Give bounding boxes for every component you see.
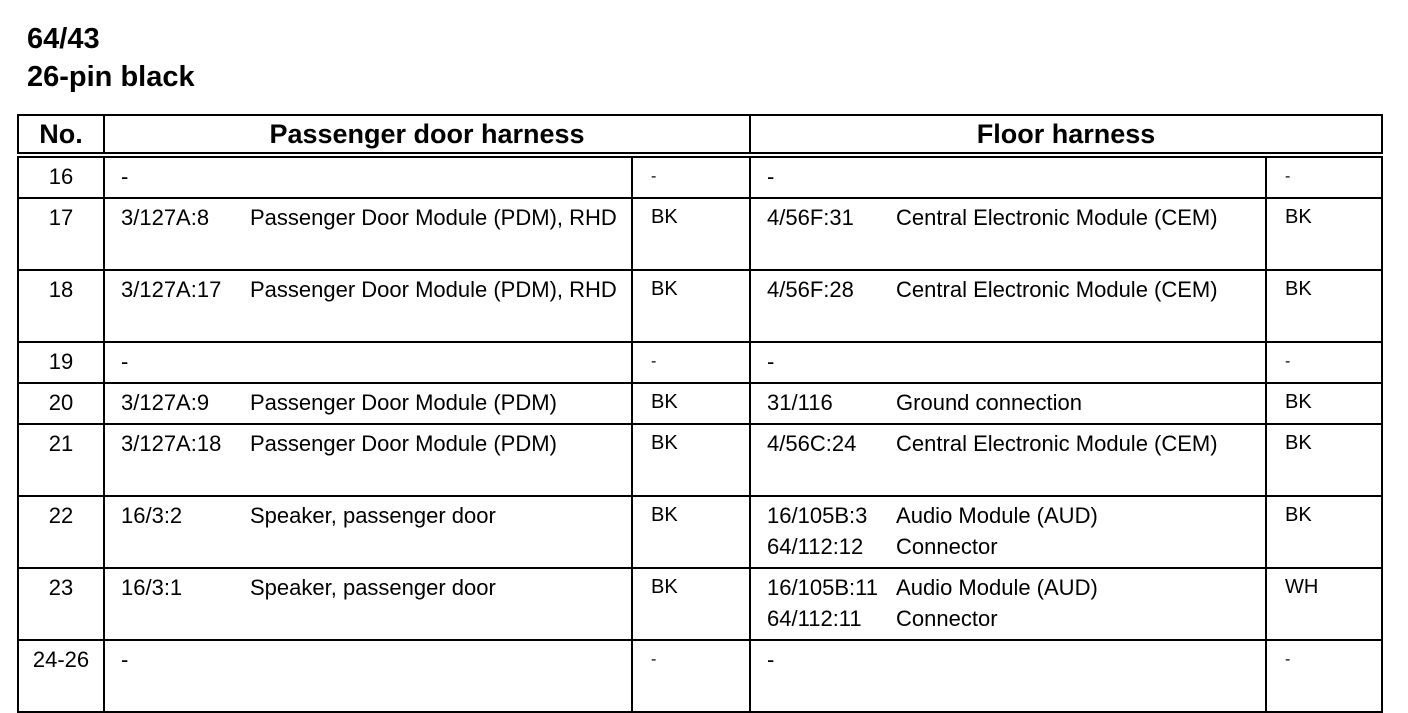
floor-component-text: Central Electronic Module (CEM): [896, 431, 1218, 456]
floor-wire-color: [1266, 155, 1382, 198]
table-row: [18, 342, 1382, 383]
passenger-component-text: Passenger Door Module (PDM): [250, 390, 557, 415]
floor-wire-color: [1266, 424, 1382, 496]
floor-component-text: Ground connection: [896, 390, 1082, 415]
floor-component: [892, 496, 1266, 568]
floor-wire-color: [1266, 383, 1382, 424]
pin-number: [18, 383, 104, 424]
floor-wire-color-text: -: [1285, 353, 1291, 370]
floor-wire-color-text: BK: [1285, 391, 1312, 413]
pin-number-text: 16: [48, 164, 74, 189]
passenger-terminal-text: 3/127A:8: [121, 205, 210, 230]
floor-component-text: Connector: [896, 534, 998, 559]
floor-wire-color-text: BK: [1285, 504, 1312, 526]
passenger-terminal: [104, 155, 246, 198]
floor-wire-color: [1266, 568, 1382, 640]
passenger-terminal: [104, 424, 246, 496]
passenger-component: [246, 342, 632, 383]
floor-component: [892, 342, 1266, 383]
pin-number: [18, 342, 104, 383]
table-header-row: [18, 115, 1382, 155]
floor-terminal-text: -: [767, 164, 775, 189]
floor-wire-color-text: -: [1285, 651, 1291, 668]
floor-terminal-text: 64/112:11: [767, 606, 862, 631]
passenger-wire-color: [632, 383, 750, 424]
pin-number: [18, 198, 104, 270]
floor-wire-color-text: BK: [1285, 206, 1312, 228]
floor-wire-color: [1266, 270, 1382, 342]
pin-number: [18, 155, 104, 198]
column-header-no: No.: [18, 115, 104, 155]
pin-number-text: 24-26: [32, 647, 90, 672]
floor-wire-color-text: WH: [1285, 576, 1319, 598]
passenger-wire-color-text: BK: [651, 432, 678, 454]
passenger-wire-color: [632, 640, 750, 712]
pin-number-text: 19: [48, 349, 74, 374]
floor-component: [892, 155, 1266, 198]
connector-title: [27, 20, 195, 96]
table-row: [18, 640, 1382, 712]
pin-number-text: 18: [48, 277, 74, 302]
passenger-component: [246, 198, 632, 270]
table-row: [18, 496, 1382, 568]
floor-terminal-text: 31/116: [767, 390, 833, 415]
floor-terminal: [750, 198, 892, 270]
passenger-component: [246, 383, 632, 424]
table-row: [18, 383, 1382, 424]
floor-component-text: Central Electronic Module (CEM): [896, 277, 1218, 302]
floor-terminal-text: 16/105B:3: [767, 503, 868, 528]
floor-component-text: Connector: [896, 606, 998, 631]
passenger-terminal: [104, 568, 246, 640]
passenger-terminal-text: -: [121, 349, 129, 374]
pin-number: [18, 568, 104, 640]
floor-wire-color-text: BK: [1285, 278, 1312, 300]
floor-terminal-text: 4/56F:28: [767, 277, 854, 302]
floor-terminal-text: 4/56F:31: [767, 205, 854, 230]
passenger-component: [246, 155, 632, 198]
passenger-terminal: [104, 383, 246, 424]
passenger-wire-color: [632, 424, 750, 496]
floor-terminal-text: -: [767, 647, 775, 672]
pin-number-text: 22: [48, 503, 74, 528]
passenger-terminal: [104, 640, 246, 712]
passenger-wire-color: [632, 568, 750, 640]
passenger-component: [246, 496, 632, 568]
pin-number-text: 17: [48, 205, 74, 230]
passenger-wire-color: [632, 496, 750, 568]
floor-wire-color-text: -: [1285, 168, 1291, 185]
passenger-component: [246, 640, 632, 712]
floor-wire-color: [1266, 198, 1382, 270]
passenger-terminal-text: 3/127A:18: [121, 431, 222, 456]
pin-number: [18, 496, 104, 568]
passenger-terminal-text: 3/127A:9: [121, 390, 210, 415]
passenger-terminal-text: 16/3:2: [121, 503, 183, 528]
floor-wire-color: [1266, 342, 1382, 383]
passenger-terminal: [104, 270, 246, 342]
table-row: [18, 568, 1382, 640]
floor-component: [892, 198, 1266, 270]
floor-wire-color-text: BK: [1285, 432, 1312, 454]
table-row: [18, 424, 1382, 496]
floor-component: [892, 640, 1266, 712]
floor-terminal: [750, 640, 892, 712]
passenger-component-text: Speaker, passenger door: [250, 503, 496, 528]
passenger-terminal-text: -: [121, 647, 129, 672]
floor-terminal: [750, 155, 892, 198]
connector-number: 64/43: [27, 23, 100, 55]
pin-number-text: 21: [48, 431, 74, 456]
floor-component: [892, 424, 1266, 496]
passenger-wire-color-text: BK: [651, 391, 678, 413]
passenger-wire-color: [632, 198, 750, 270]
floor-terminal: [750, 383, 892, 424]
passenger-wire-color-text: -: [651, 651, 657, 668]
floor-component: [892, 270, 1266, 342]
floor-terminal-text: 16/105B:11: [767, 575, 878, 600]
passenger-terminal-text: -: [121, 164, 129, 189]
floor-component: [892, 383, 1266, 424]
passenger-component: [246, 270, 632, 342]
passenger-terminal: [104, 342, 246, 383]
floor-wire-color: [1266, 496, 1382, 568]
column-header-passenger-harness: Passenger door harness: [104, 115, 750, 155]
passenger-component: [246, 424, 632, 496]
floor-component: [892, 568, 1266, 640]
pin-number: [18, 424, 104, 496]
table-row: [18, 155, 1382, 198]
passenger-wire-color-text: -: [651, 168, 657, 185]
passenger-wire-color: [632, 270, 750, 342]
table-row: [18, 198, 1382, 270]
passenger-terminal: [104, 198, 246, 270]
passenger-terminal-text: 16/3:1: [121, 575, 183, 600]
connector-description: 26-pin black: [27, 61, 195, 93]
pin-table: [17, 114, 1383, 713]
passenger-component-text: Passenger Door Module (PDM), RHD: [250, 277, 617, 302]
floor-terminal-text: 64/112:12: [767, 534, 864, 559]
floor-terminal: [750, 496, 892, 568]
floor-terminal-text: 4/56C:24: [767, 431, 857, 456]
floor-terminal: [750, 342, 892, 383]
passenger-wire-color: [632, 155, 750, 198]
floor-terminal: [750, 424, 892, 496]
floor-terminal-text: -: [767, 349, 775, 374]
pin-number-text: 23: [48, 575, 74, 600]
passenger-wire-color-text: BK: [651, 504, 678, 526]
floor-component-text: Central Electronic Module (CEM): [896, 205, 1218, 230]
column-header-floor-harness: Floor harness: [750, 115, 1382, 155]
passenger-terminal: [104, 496, 246, 568]
pin-number: [18, 640, 104, 712]
passenger-component: [246, 568, 632, 640]
pin-number-text: 20: [48, 390, 74, 415]
floor-wire-color: [1266, 640, 1382, 712]
passenger-terminal-text: 3/127A:17: [121, 277, 222, 302]
floor-terminal: [750, 270, 892, 342]
passenger-component-text: Speaker, passenger door: [250, 575, 496, 600]
passenger-wire-color-text: BK: [651, 206, 678, 228]
floor-component-text: Audio Module (AUD): [896, 503, 1098, 528]
passenger-wire-color-text: BK: [651, 576, 678, 598]
floor-terminal: [750, 568, 892, 640]
passenger-wire-color-text: BK: [651, 278, 678, 300]
passenger-wire-color-text: -: [651, 353, 657, 370]
passenger-wire-color: [632, 342, 750, 383]
pin-number: [18, 270, 104, 342]
passenger-component-text: Passenger Door Module (PDM): [250, 431, 557, 456]
floor-component-text: Audio Module (AUD): [896, 575, 1098, 600]
passenger-component-text: Passenger Door Module (PDM), RHD: [250, 205, 617, 230]
table-row: [18, 270, 1382, 342]
